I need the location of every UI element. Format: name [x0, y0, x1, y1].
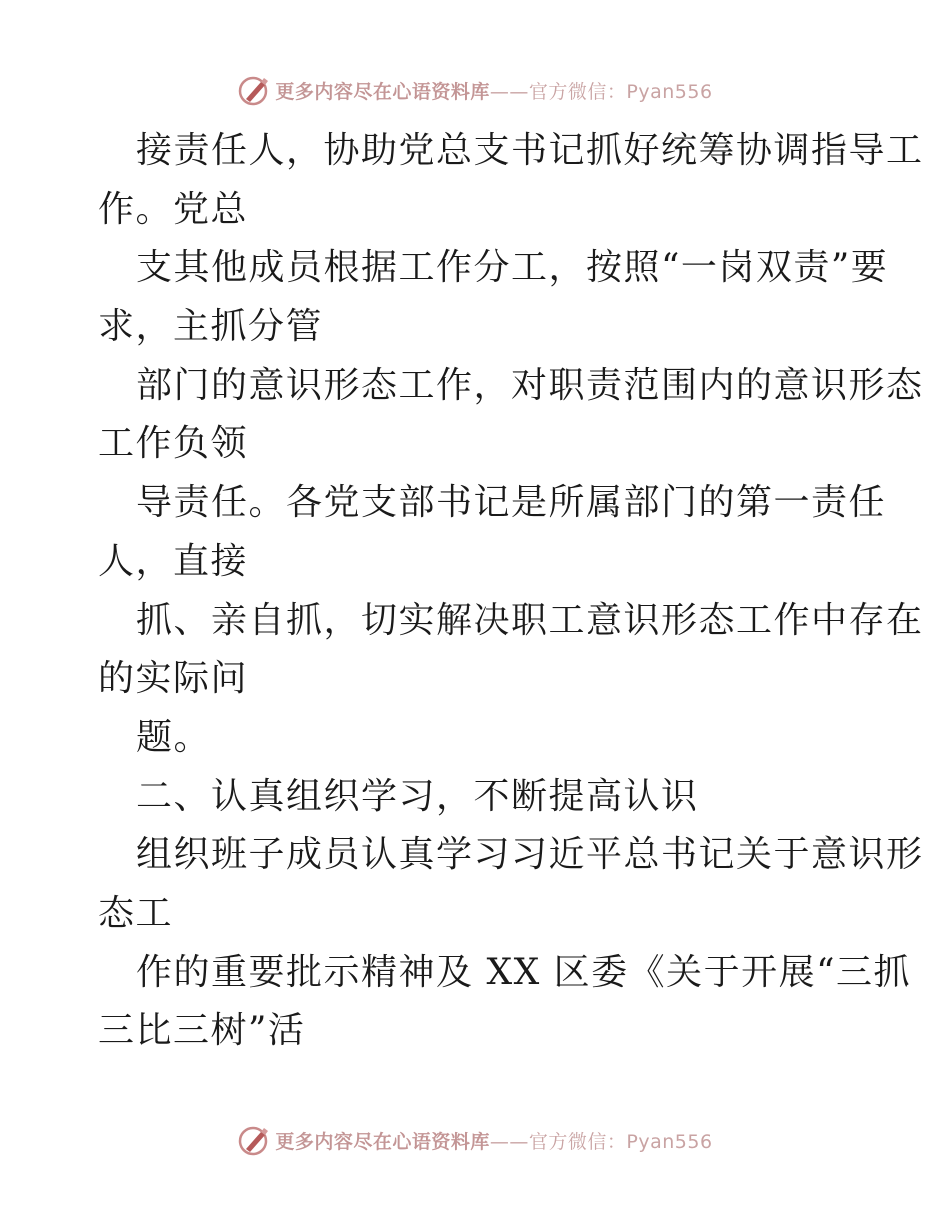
- text-line: 的实际问: [98, 658, 249, 700]
- text-line: 支其他成员根据工作分工，按照“一岗双责”要: [136, 247, 889, 289]
- header-banner-text: 更多内容尽在心语资料库——官方微信：Pyan556: [275, 80, 713, 103]
- text-line: 题。: [136, 716, 212, 758]
- text-line: 导责任。各党支部书记是所属部门的第一责任: [136, 482, 887, 524]
- text-line: 接责任人，协助党总支书记抓好统筹协调指导工: [136, 130, 924, 171]
- text-line: 作的重要批示精神及 XX 区委《关于开展“三抓: [136, 951, 912, 993]
- text-line: 部门的意识形态工作，对职责范围内的意识形态: [136, 364, 924, 406]
- text-line: 组织班子成员认真学习习近平总书记关于意识形: [136, 834, 924, 876]
- text-line: 工作负领: [98, 423, 249, 465]
- text-line: 抓、亲自抓，切实解决职工意识形态工作中存在: [136, 599, 924, 641]
- pen-logo-icon: [237, 1123, 271, 1157]
- text-line: 二、认真组织学习，不断提高认识: [136, 775, 699, 817]
- footer-banner-text: 更多内容尽在心语资料库——官方微信：Pyan556: [275, 1130, 713, 1153]
- header-banner: [0, 72, 950, 108]
- text-line: 求，主抓分管: [98, 306, 324, 348]
- text-line: 三比三树”活: [98, 1010, 306, 1052]
- document-body: [98, 122, 924, 1061]
- text-line: 态工: [98, 892, 174, 934]
- text-line: 作。党总: [98, 188, 249, 230]
- text-line: 人，直接: [98, 540, 249, 582]
- pen-logo-icon: [237, 73, 271, 107]
- footer-banner: [0, 1122, 950, 1158]
